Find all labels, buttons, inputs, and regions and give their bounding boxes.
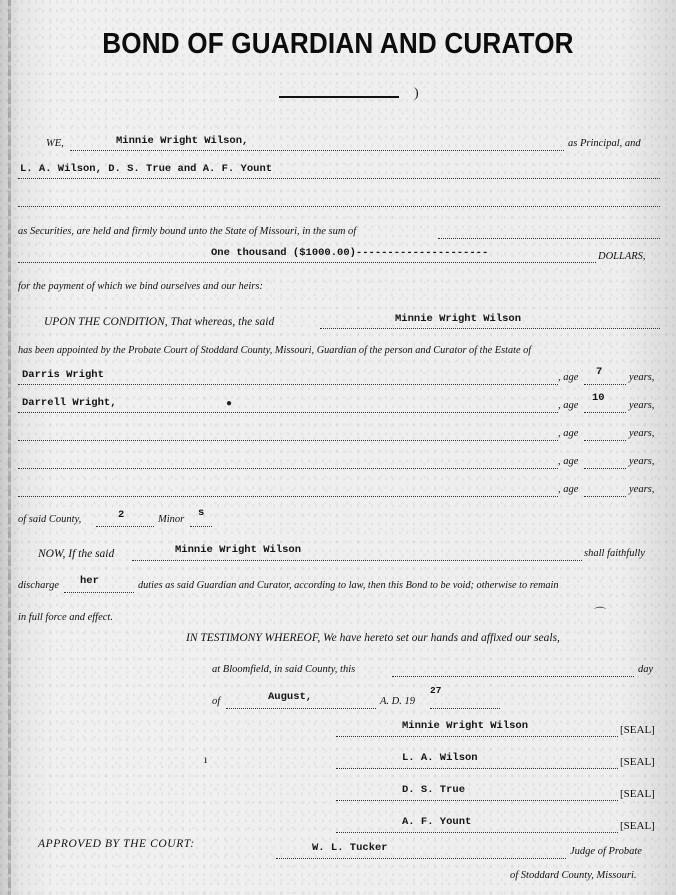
- appointed-text: has been appointed by the Probate Court of Stoddard County, Missouri, Guardian of the person and Curator of the Estate of: [18, 345, 532, 356]
- minor-name-line: [18, 412, 558, 413]
- blank-line: [18, 206, 660, 207]
- minor-name: Darris Wright: [22, 369, 104, 381]
- securities-names: L. A. Wilson, D. S. True and A. F. Yount: [20, 163, 273, 175]
- signature-name: Minnie Wright Wilson: [402, 720, 529, 732]
- condition-label: UPON THE CONDITION, That whereas, the said: [44, 316, 275, 328]
- year: 27: [430, 685, 442, 696]
- full-force-text: in full force and effect.: [18, 612, 113, 623]
- condition-name: Minnie Wright Wilson: [395, 313, 522, 325]
- minor-name: Darrell Wright,: [22, 397, 117, 409]
- years-label: years,: [629, 456, 655, 467]
- condition-line: [320, 328, 660, 329]
- year-line: [430, 708, 500, 709]
- we-label: WE,: [46, 138, 64, 149]
- signature-rule: [336, 736, 618, 737]
- sum-line-2: [18, 262, 596, 263]
- principal-name: Minnie Wright Wilson,: [116, 135, 249, 147]
- minor-name-line: [18, 384, 558, 385]
- age-label: , age: [558, 484, 579, 495]
- minor-name-line: [18, 440, 558, 441]
- age-label: , age: [558, 428, 579, 439]
- discharge-label: discharge: [18, 580, 60, 591]
- seal-label: [SEAL]: [620, 820, 655, 832]
- minor-name-line: [18, 496, 558, 497]
- dollars-label: DOLLARS,: [598, 251, 646, 262]
- signature-name: D. S. True: [402, 784, 466, 796]
- now-line: [132, 560, 582, 561]
- sum-words: One thousand ($1000.00)---------------------: [211, 247, 489, 259]
- seal-label: [SEAL]: [620, 788, 655, 800]
- minor-suffix: s: [198, 507, 205, 519]
- signature-name: A. F. Yount: [402, 816, 472, 828]
- signature-rule: [336, 800, 618, 801]
- judge-name: W. L. Tucker: [312, 842, 388, 854]
- years-label: years,: [629, 372, 655, 383]
- pronoun: her: [80, 575, 99, 587]
- age-line: [584, 384, 626, 385]
- years-label: years,: [629, 428, 655, 439]
- signature-rule: [336, 768, 618, 769]
- age-line: [584, 440, 626, 441]
- ink-spot: ●: [226, 398, 233, 409]
- county-label: of said County,: [18, 514, 82, 525]
- document-title: BOND OF GUARDIAN AND CURATOR: [102, 28, 574, 60]
- ink-mark: ⌒: [594, 606, 607, 620]
- sum-line-1: [438, 238, 660, 239]
- securities-text: as Securities, are held and firmly bound unto the State of Missouri, in the sum of: [18, 226, 357, 237]
- month: August,: [268, 691, 313, 703]
- at-text: at Bloomfield, in said County, this: [212, 664, 356, 675]
- payment-text: for the payment of which we bind ourselves and our heirs:: [18, 281, 263, 292]
- principal-line: [70, 150, 564, 151]
- minor-age: 10: [592, 392, 605, 404]
- as-principal-label: as Principal, and: [568, 138, 641, 149]
- faithfully-label: shall faithfully: [584, 548, 645, 559]
- minor-count-line: [96, 526, 154, 527]
- minor-name-line: [18, 468, 558, 469]
- ad-label: A. D. 19: [380, 696, 415, 707]
- of-label: of: [212, 696, 221, 707]
- judge-line: [276, 858, 566, 859]
- signature-rule: [336, 832, 618, 833]
- years-label: years,: [629, 400, 655, 411]
- seal-label: [SEAL]: [620, 724, 655, 736]
- minor-count: 2: [118, 509, 125, 521]
- seal-label: [SEAL]: [620, 756, 655, 768]
- age-line: [584, 412, 626, 413]
- day-label: day: [638, 664, 654, 675]
- judge-title: Judge of Probate: [570, 846, 642, 857]
- securities-line: [18, 178, 660, 179]
- testimony-text: IN TESTIMONY WHEREOF, We have hereto set our hands and affixed our seals,: [186, 632, 560, 644]
- age-label: , age: [558, 400, 579, 411]
- stray-mark: ı: [204, 752, 208, 766]
- page-edge: [8, 0, 11, 895]
- age-line: [584, 468, 626, 469]
- month-line: [226, 708, 376, 709]
- pronoun-line: [64, 592, 134, 593]
- pen-mark: ): [414, 86, 419, 101]
- age-label: , age: [558, 456, 579, 467]
- age-line: [584, 496, 626, 497]
- minor-age: 7: [596, 366, 603, 378]
- signature-name: L. A. Wilson: [402, 752, 478, 764]
- now-label: NOW, If the said: [38, 548, 115, 560]
- judge-county: of Stoddard County, Missouri.: [510, 870, 637, 881]
- minor-suffix-line: [190, 526, 212, 527]
- now-name: Minnie Wright Wilson: [175, 544, 302, 556]
- age-label: , age: [558, 372, 579, 383]
- day-line: [392, 676, 634, 677]
- minor-label: Minor: [158, 514, 185, 525]
- duties-text: duties as said Guardian and Curator, according to law, then this Bond to be void; otherwise to remain: [138, 580, 559, 591]
- years-label: years,: [629, 484, 655, 495]
- title-rule: [279, 96, 399, 98]
- approved-label: APPROVED BY THE COURT:: [38, 838, 195, 850]
